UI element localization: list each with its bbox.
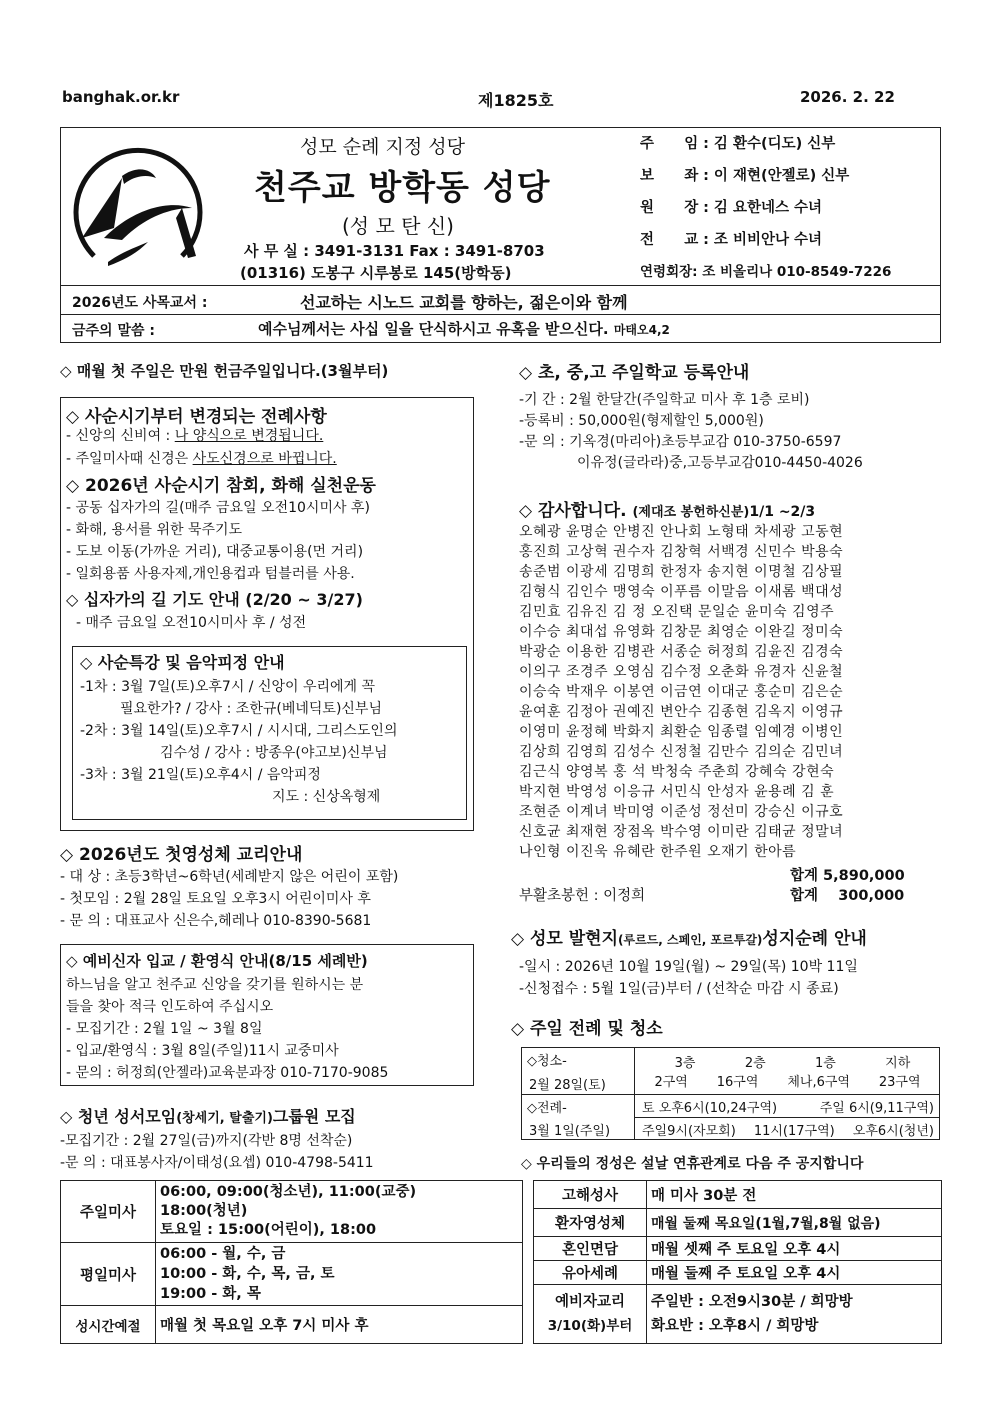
penance-title: ◇ 2026년 사순시기 참회, 화해 실천운동 xyxy=(66,476,376,496)
parish-title: 천주교 방학동 성당 xyxy=(254,168,551,208)
donor-names xyxy=(519,522,843,862)
liturgy-title: ◇ 주일 전례 및 청소 xyxy=(511,1019,663,1039)
clean-date: 2월 28일(토) xyxy=(529,1078,606,1093)
sunday-school-item: -문 의 : 기옥경(마리아)초등부교감 010-3750-6597 xyxy=(519,434,842,450)
schedule-label: 유아세례 xyxy=(534,1261,647,1285)
sunday-school-section xyxy=(519,358,863,474)
parish-logo-icon xyxy=(64,138,214,283)
lent-title: ◇ 사순시기부터 변경되는 전례사항 xyxy=(66,407,327,427)
lecture-item: -2차 : 3월 14일(토)오후7시 / 시시대, 그리스도인의 xyxy=(80,723,398,739)
communion-item: - 첫모임 : 2월 28일 토요일 오후3시 어린이미사 후 xyxy=(60,891,371,907)
liturgy-label: ◇전례- xyxy=(527,1101,567,1116)
schedule-value: 매월 첫 목요일 오후 7시 미사 후 xyxy=(156,1306,523,1344)
thanks-total: 합계 5,890,000 xyxy=(790,868,905,884)
divider xyxy=(521,1094,940,1095)
lent-item: - 신앙의 신비여 : 나 양식으로 변경됩니다. xyxy=(66,428,324,444)
clean-zones: 2구역 16구역 체나,6구역 23구역 xyxy=(654,1075,921,1090)
penance-item: - 화해, 용서를 위한 묵주기도 xyxy=(66,522,243,538)
catechumen-item: - 문의 : 허정희(안젤라)교육분과장 010-7170-9085 xyxy=(66,1065,389,1081)
liturgy-date: 3월 1일(주일) xyxy=(529,1124,611,1139)
sunday-school-item: -등록비 : 50,000원(형제할인 5,000원) xyxy=(519,413,764,429)
lecture-item: -3차 : 3월 21일(토)오후4시 / 음악피정 xyxy=(80,767,321,783)
youth-item: -문 의 : 대표봉사자/이태성(요셉) 010-4798-5411 xyxy=(60,1155,374,1171)
donor-row: 송준범 이광세 김명희 한정자 송지현 이명철 김상필 xyxy=(519,564,844,580)
donor-row: 박지현 박영성 이응규 서민식 안성자 윤용례 김 훈 xyxy=(519,784,835,800)
schedule-value: 06:00, 09:00(청소년), 11:00(교중) 18:00(청년) 토요일 : 15:00(어린이), 18:00 xyxy=(156,1181,523,1243)
word-label: 금주의 말씀 : xyxy=(72,323,155,339)
pastoral-text: 선교하는 시노드 교회를 향하는, 젊은이와 함께 xyxy=(300,293,628,312)
donor-row: 이수승 최대섭 유영화 김창문 최영순 이완길 정미숙 xyxy=(519,624,844,640)
donor-row: 신호균 최재현 장점옥 박수영 이미란 김태균 정말녀 xyxy=(519,824,844,840)
sunday-school-item: -기 간 : 2월 한달간(주일학교 미사 후 1층 로비) xyxy=(519,392,810,408)
masthead-subtitle: 성모 순례 지정 성당 xyxy=(300,136,465,158)
communion-item: - 문 의 : 대표교사 신은수,헤레나 010-8390-5681 xyxy=(60,913,372,929)
lent-item: - 주일미사때 신경은 사도신경으로 바뀝니다. xyxy=(66,451,337,467)
stations-title: ◇ 십자가의 길 기도 안내 (2/20 ~ 3/27) xyxy=(66,590,363,609)
offering-notice: ◇ 매월 첫 주일은 만원 헌금주일입니다.(3월부터) xyxy=(60,362,389,380)
parish-address: (01316) 도봉구 시루봉로 145(방학동) xyxy=(240,264,512,282)
penance-item: - 도보 이동(가까운 거리), 대중교통이용(먼 거리) xyxy=(66,544,364,560)
youth-section xyxy=(60,1104,374,1174)
site-url: banghak.or.kr xyxy=(62,88,180,106)
schedule-label: 환자영성체 xyxy=(534,1209,647,1237)
communion-title: ◇ 2026년도 첫영성체 교리안내 xyxy=(60,845,303,865)
pilgrimage-item: -일시 : 2026년 10월 19일(월) ~ 29일(목) 10박 11일 xyxy=(519,959,858,975)
mass-schedule-table xyxy=(60,1180,523,1344)
stations-item: - 매주 금요일 오전10시미사 후 / 성전 xyxy=(76,615,307,631)
catechumen-item: - 모집기간 : 2월 1일 ~ 3월 8일 xyxy=(66,1021,263,1037)
donor-row: 이의구 조경주 오영심 김수정 오춘화 유경자 신윤철 xyxy=(519,664,844,680)
schedule-value: 06:00 - 월, 수, 금 10:00 - 화, 수, 목, 금, 토 19:00 - 화, 목 xyxy=(156,1243,523,1306)
donor-row: 윤여훈 김정아 권예진 변안수 김종현 김옥지 이영규 xyxy=(519,704,844,720)
schedule-label: 주일미사 xyxy=(61,1181,156,1243)
sacrament-schedule-table xyxy=(533,1180,942,1344)
donor-row: 조현준 이계녀 박미영 이준성 정선미 강승신 이규호 xyxy=(519,804,844,820)
staff-list: 주 임 : 김 환수(디도) 신부 보 좌 : 이 재현(안젤로) 신부 원 장 : 김 요한네스 수녀 전 교 : 조 비비안나 수녀 연령회장: 조 비올리나 010-8549-7226 xyxy=(640,136,892,280)
sunday-school-title: ◇ 초, 중,고 주일학교 등록안내 xyxy=(519,363,750,383)
catechumen-item: 하느님을 알고 천주교 신앙을 갖기를 원하시는 분 xyxy=(66,977,364,993)
schedule-label: 고해성사 xyxy=(534,1181,647,1209)
easter-candle-total: 합계 300,000 xyxy=(790,888,905,904)
liturgy-row-1: 토 오후6시(10,24구역) 주일 6시(9,11구역) xyxy=(642,1101,934,1116)
communion-item: - 대 상 : 초등3학년~6학년(세례받지 않은 어린이 포함) xyxy=(60,869,399,885)
donor-row: 나인형 이진욱 유혜란 한주원 오재기 한아름 xyxy=(519,844,797,860)
bulletin-name: (성 모 탄 신) xyxy=(342,214,454,238)
schedule-value: 매월 셋째 주 토요일 오후 4시 xyxy=(647,1237,942,1261)
donor-row: 오혜광 윤명순 안병진 안나회 노형태 차세광 고동현 xyxy=(519,524,844,540)
catechumen-item: - 입교/환영식 : 3월 8일(주일)11시 교중미사 xyxy=(66,1043,339,1059)
communion-section xyxy=(60,840,398,932)
schedule-value: 매월 둘째 주 토요일 오후 4시 xyxy=(647,1261,942,1285)
pledge-notice: ◇ 우리들의 정성은 설날 연휴관계로 다음 주 공지합니다 xyxy=(521,1156,864,1172)
penance-item: - 일회용품 사용자제,개인용컵과 텀블러를 사용. xyxy=(66,566,355,582)
clean-label: ◇청소- xyxy=(527,1054,567,1069)
divider xyxy=(634,1117,940,1118)
lent-content xyxy=(66,402,376,633)
sunday-school-item: 이유정(글라라)중,고등부교감010-4450-4026 xyxy=(577,455,863,471)
schedule-label: 평일미사 xyxy=(61,1243,156,1306)
thanks-title: ◇ 감사합니다. (제대조 봉헌하신분)1/1 ~2/3 xyxy=(519,501,816,521)
office-phone: 사 무 실 : 3491-3131 Fax : 3491-8703 xyxy=(244,242,545,260)
liturgy-row-2: 주일9시(자모회) 11시(17구역) 오후6시(청년) xyxy=(642,1124,934,1139)
schedule-value: 주일반 : 오전9시30분 / 희망방 화요반 : 오후8시 / 희망방 xyxy=(647,1285,942,1344)
donor-row: 이승숙 박재우 이봉연 이금연 이대군 홍순미 김은순 xyxy=(519,684,844,700)
lecture-item: 김수성 / 강사 : 방종우(야고보)신부님 xyxy=(160,745,388,761)
schedule-value: 매월 둘째 목요일(1월,7월,8월 없음) xyxy=(647,1209,942,1237)
catechumen-content xyxy=(66,950,388,1084)
schedule-label: 혼인면담 xyxy=(534,1237,647,1261)
word-text: 예수님께서는 사십 일을 단식하시고 유혹을 받으신다. 마태오4,2 xyxy=(258,320,670,338)
lecture-item: 필요한가? / 강사 : 조한규(베네딕토)신부님 xyxy=(120,701,382,717)
easter-candle-donor: 부활초봉헌 : 이정희 xyxy=(519,888,646,904)
pilgrimage-title: ◇ 성모 발현지(루르드, 스페인, 포르투갈)성지순례 안내 xyxy=(511,929,867,949)
schedule-label: 예비자교리 3/10(화)부터 xyxy=(534,1285,647,1344)
donor-row: 김상희 김영희 김성수 신정철 김만수 김의순 김민녀 xyxy=(519,744,844,760)
donor-row: 이영미 윤정혜 박화지 최환순 임종렬 임예경 이병인 xyxy=(519,724,844,740)
issue-date: 2026. 2. 22 xyxy=(800,88,895,106)
catechumen-item: 들을 찾아 적극 인도하여 주십시오 xyxy=(66,999,274,1015)
lecture-item: -1차 : 3월 7일(토)오후7시 / 신앙이 우리에게 꼭 xyxy=(80,679,376,695)
lecture-content xyxy=(80,650,397,808)
donor-row: 김형식 김인수 맹영숙 이푸름 이말음 이새롬 백대성 xyxy=(519,584,844,600)
divider xyxy=(634,1047,635,1140)
divider xyxy=(60,285,941,286)
schedule-label: 성시간예절 xyxy=(61,1306,156,1344)
schedule-value: 매 미사 30분 전 xyxy=(647,1181,942,1209)
youth-title: ◇ 청년 성서모임(창세기, 탈출기)그룹원 모집 xyxy=(60,1107,356,1126)
divider xyxy=(60,314,941,315)
penance-item: - 공동 십자가의 길(매주 금요일 오전10시미사 후) xyxy=(66,500,370,516)
catechumen-title: ◇ 예비신자 입교 / 환영식 안내(8/15 세례반) xyxy=(66,952,368,970)
clean-floors: 3층 2층 1층 지하 xyxy=(674,1056,911,1071)
donor-row: 홍진희 고상혁 권수자 김창혁 서백경 신민수 박용숙 xyxy=(519,544,844,560)
donor-row: 김근식 양영복 홍 석 박청숙 주춘희 강혜숙 강현숙 xyxy=(519,764,835,780)
lecture-title: ◇ 사순특강 및 음악피정 안내 xyxy=(80,653,285,672)
pilgrimage-item: -신청접수 : 5월 1일(금)부터 / (선착순 마감 시 종료) xyxy=(519,981,839,997)
lecture-item: 지도 : 신상옥형제 xyxy=(272,789,381,805)
donor-row: 김민효 김유진 김 정 오진택 문일순 윤미숙 김영주 xyxy=(519,604,835,620)
pastoral-label: 2026년도 사목교서 : xyxy=(72,295,208,311)
pilgrimage-section xyxy=(511,924,867,1000)
donor-row: 박광순 이용한 김병관 서종순 허정희 김윤진 김경숙 xyxy=(519,644,844,660)
youth-item: -모집기간 : 2월 27일(금)까지(각반 8명 선착순) xyxy=(60,1133,353,1149)
issue-number: 제1825호 xyxy=(478,91,554,110)
thanks-section xyxy=(519,496,843,862)
